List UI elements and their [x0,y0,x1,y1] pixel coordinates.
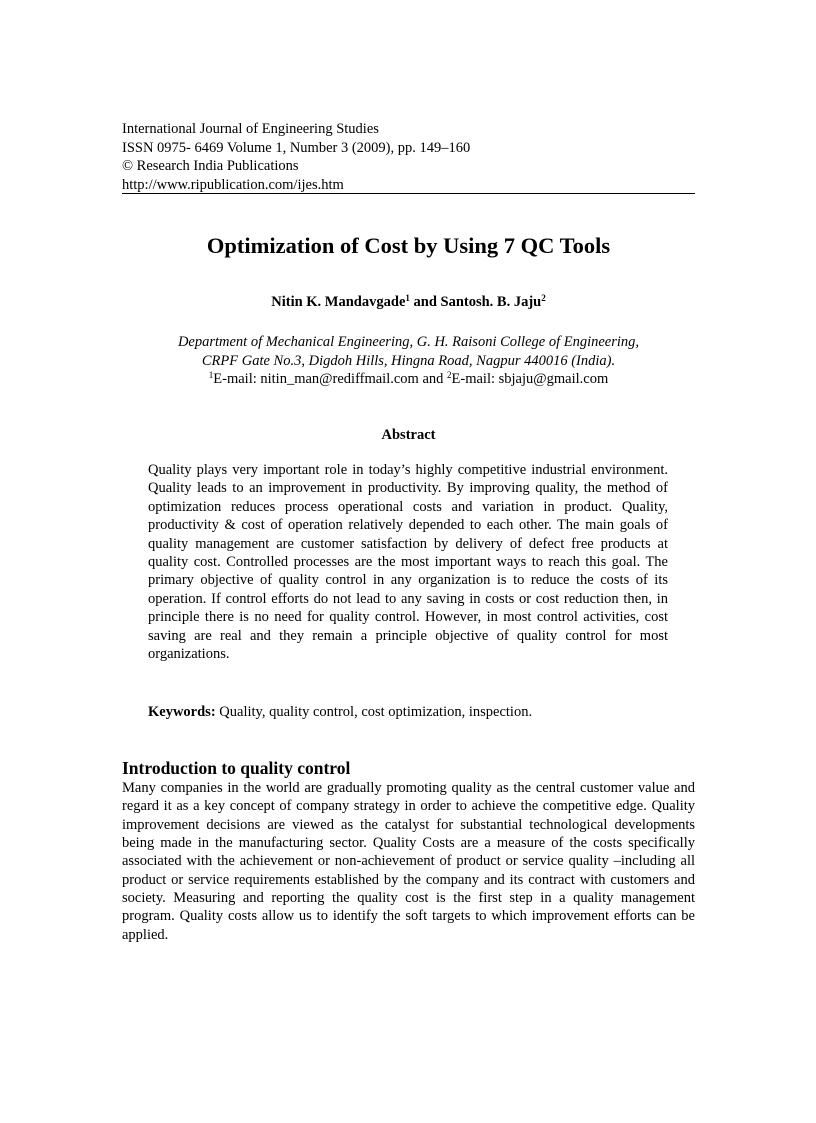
affiliation-line-2: CRPF Gate No.3, Digdoh Hills, Hingna Road, Nagpur 440016 (India). [201,352,616,369]
abstract-body: Quality plays very important role in today’s highly competitive industrial environment. Quality leads to an improvement in productivity. By improving quality, the method of optimization reduces process operational costs and variation in product. Quality, productivity & cost of operation relatively depended to each other. The main goals of quality management are customer satisfaction by delivery of defect free products at quality cost. Controlled processes are the most important ways to reach this goal. The primary objective of quality control in any organization is to reduce the costs of its operation. If control efforts do not lead to any saving in costs or cost reduction then, in principle there is no need for quality control. However, in most control activities, cost saving are real and they remain a principle objective of quality control for most organizations. [148,462,668,663]
affiliation-line-1: Department of Mechanical Engineering, G. H. Raisoni College of Engineering, [177,334,640,350]
email-line [122,370,695,389]
author-2-mark: 2 [541,293,546,303]
author-1-mark: 1 [405,293,410,303]
affiliation-block [122,333,695,389]
author-line [122,293,695,311]
email-2-mark: 2 [447,370,452,380]
author-2-name: Santosh. B. Jaju [440,294,542,310]
journal-url[interactable]: http://www.ripublication.com/ijes.htm [122,176,344,193]
header-divider [122,193,695,194]
email-2-text: E-mail: sbjaju@gmail.com [451,371,609,387]
keywords-label: Keywords: [148,704,216,720]
email-1-mark: 1 [208,370,214,380]
keywords-text: Quality, quality control, cost optimization, inspection. [215,704,533,720]
journal-issn-volume: ISSN 0975- 6469 Volume 1, Number 3 (2009), pp. 149–160 [122,139,471,156]
journal-name: International Journal of Engineering Studies [122,121,379,137]
author-1-name: Nitin K. Mandavgade [271,294,406,310]
introduction-heading: Introduction to quality control [122,758,351,778]
paper-title: Optimization of Cost by Using 7 QC Tools [206,233,611,258]
email-1-text: E-mail: nitin_man@rediffmail.com and [213,371,448,387]
abstract-heading: Abstract [381,427,436,443]
journal-header [122,120,695,194]
introduction-body: Many companies in the world are gradually promoting quality as the central customer value and regard it as a key concept of company strategy in order to achieve the competitive edge. Quality improvement decisions are viewed as the catalyst for substantial technological developments being made in the manufacturing sector. Quality Costs are a measure of the costs specifically associated with the achievement or non-achievement of product or service quality –including all product or service requirements established by the company and its contract with customers and society. Measuring and reporting the quality cost is the first step in a quality management program. Quality costs allow us to identify the soft targets to which improvement efforts can be applied. [122,780,695,943]
journal-copyright: © Research India Publications [122,158,299,174]
keywords-line [148,703,668,721]
author-conjunction: and [409,294,441,310]
